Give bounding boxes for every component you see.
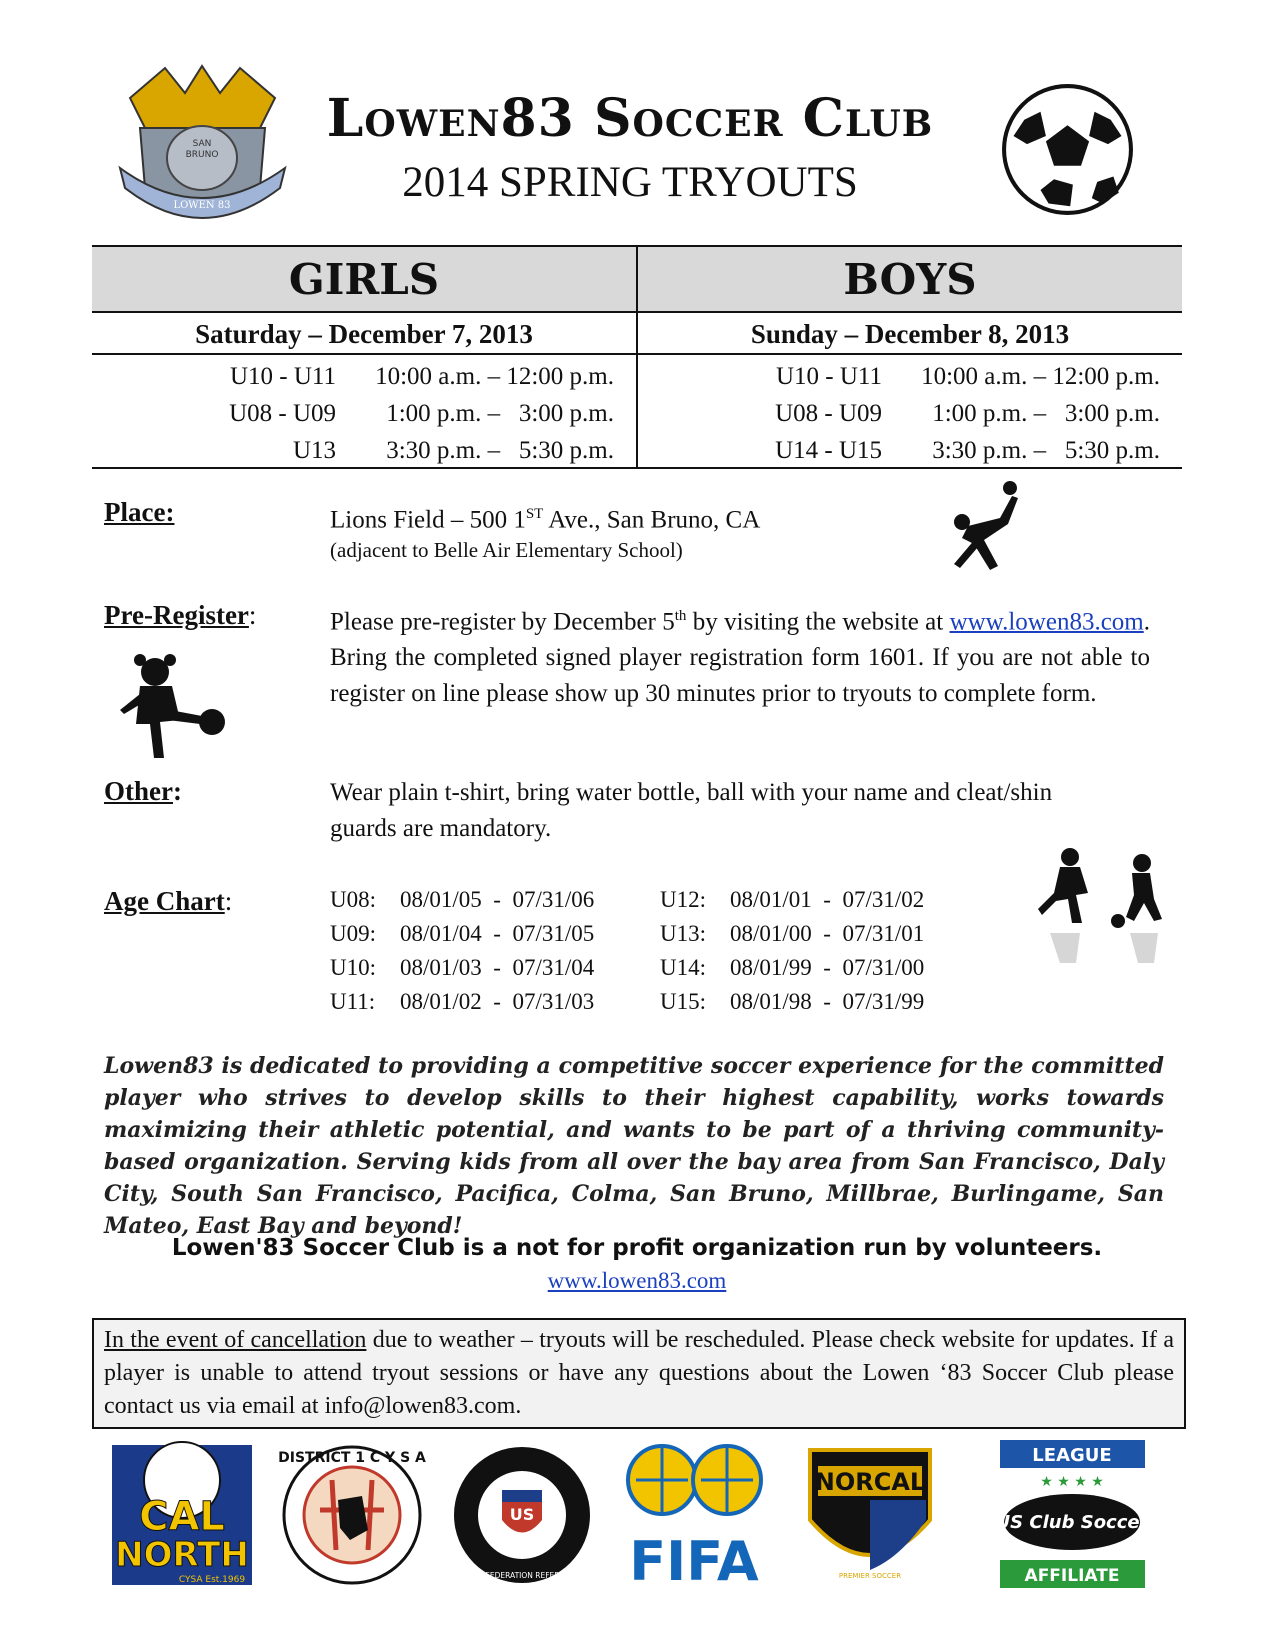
usclub-top: LEAGUE (1032, 1445, 1112, 1466)
usclub-mid: US Club Soccer (995, 1512, 1149, 1533)
boys-column (638, 247, 1182, 467)
girl-kicking-ball-icon (110, 650, 230, 765)
soccer-ball-icon (1000, 82, 1135, 217)
cal-north-line2: NORTH (115, 1535, 249, 1575)
slot-time: 3:30 p.m. – 5:30 p.m. (386, 437, 614, 464)
place-address: Lions Field – 500 1ST Ave., San Bruno, CA (330, 506, 761, 534)
fifa-text: FIFA (629, 1530, 759, 1593)
age-chart-label: Age Chart: (104, 886, 233, 916)
slot-age: U10 - U11 (775, 363, 882, 390)
girls-slot (92, 359, 636, 396)
slot-time: 10:00 a.m. – 12:00 p.m. (375, 363, 614, 390)
usclub-bottom: AFFILIATE (1024, 1566, 1120, 1586)
club-title: Lowen83 Soccer Club (326, 88, 934, 149)
bicycle-kick-player-icon (940, 478, 1040, 578)
slot-age: U10 - U11 (229, 363, 336, 390)
slot-age: U13 (292, 437, 336, 464)
cancellation-text: due to weather – tryouts will be rescheduled. Please check website for updates. If a player is unable to attend tryout sessions or have any questions about the Lowen ‘83 Soccer Club please contact us via email at info@lowen83.com. (104, 1327, 1174, 1419)
ussf-referee-logo (434, 1440, 610, 1590)
boys-heading: BOYS (638, 247, 1182, 313)
other-text: Wear plain t-shirt, bring water bottle, ball with your name and cleat/shin guards are mandatory. (330, 779, 1053, 842)
slot-age: U14 - U15 (775, 437, 882, 464)
usclub-stars: ★ ★ ★ ★ (1040, 1474, 1104, 1490)
cancellation-notice (92, 1318, 1186, 1429)
cal-north-sub: CYSA Est.1969 (178, 1575, 246, 1585)
district-text: DISTRICT 1 C Y S A (278, 1450, 426, 1466)
boys-slot (638, 359, 1182, 396)
slot-age: U08 - U09 (775, 400, 882, 427)
us-club-soccer-logo (995, 1440, 1149, 1590)
slot-age: U08 - U09 (229, 400, 336, 427)
kids-playing-soccer-icon (1030, 845, 1175, 975)
girls-slot (92, 396, 636, 433)
age-chart-table (330, 887, 924, 1023)
boys-slot (638, 396, 1182, 433)
fifa-logo (622, 1440, 767, 1593)
crest-text-lowen: LOWEN 83 (173, 200, 231, 211)
norcal-logo (800, 1440, 940, 1590)
slot-time: 3:30 p.m. – 5:30 p.m. (932, 437, 1160, 464)
age-chart-row: U11: 08/01/02 - 07/31/03 U15: 08/01/98 - 07/31/99 (330, 989, 925, 1014)
ussf-text: U.S. SOCCER FEDERATION REFEREE PROGRAM (434, 1571, 610, 1580)
age-chart-row: U09: 08/01/04 - 07/31/05 U13: 08/01/00 - 07/31/01 (330, 921, 925, 946)
boys-slot (638, 433, 1182, 470)
crest-text-bruno: BRUNO (185, 150, 219, 160)
mission-statement: Lowen83 is dedicated to providing a competitive soccer experience for the committed player who strives to develop skills to their highest capability, works towards maximizing their athletic potential, and wants to be part of a thriving community-based organization. Serving kids from all over the bay area from San Francisco, Daly City, South San Francisco, Pacifica, Colma, San Bruno, Millbrae, Burlingame, San Mateo, East Bay and beyond! (104, 1053, 1164, 1239)
place-label: Place: (104, 497, 175, 527)
girls-slot (92, 433, 636, 470)
footer-website-link[interactable]: www.lowen83.com (547, 1268, 727, 1293)
preregister-text: Please pre-register by December 5th by visiting the website at www.lowen83.com. Bring the completed signed player registration form 1601. If you are not able to register on line please show up 30 minutes prior to tryouts to complete form. (330, 608, 1150, 708)
age-chart-row: U10: 08/01/03 - 07/31/04 U14: 08/01/99 - 07/31/00 (330, 955, 925, 980)
cancellation-lead: In the event of cancellation (104, 1327, 367, 1353)
slot-time: 10:00 a.m. – 12:00 p.m. (921, 363, 1160, 390)
district-1-cysa-logo (280, 1440, 425, 1590)
norcal-sub: PREMIER SOCCER (838, 1572, 902, 1580)
age-chart-row: U08: 08/01/05 - 07/31/06 U12: 08/01/01 - 07/31/02 (330, 887, 925, 912)
crest-text-san: SAN (192, 139, 212, 149)
girls-heading: GIRLS (92, 247, 636, 313)
cal-north-line1: CAL (139, 1494, 225, 1540)
other-label: Other: (104, 776, 182, 806)
nonprofit-statement: Lowen'83 Soccer Club is a not for profit organization run by volunteers. (171, 1235, 1103, 1261)
club-crest-logo (110, 58, 295, 238)
event-title: 2014 SPRING TRYOUTS (402, 159, 858, 206)
slot-time: 1:00 p.m. – 3:00 p.m. (932, 400, 1160, 427)
slot-time: 1:00 p.m. – 3:00 p.m. (386, 400, 614, 427)
website-link[interactable]: www.lowen83.com (949, 608, 1144, 636)
tryout-schedule-table (92, 245, 1182, 469)
preregister-label: Pre-Register: (104, 600, 257, 630)
norcal-text: NORCAL (814, 1468, 926, 1496)
girls-column (92, 247, 638, 467)
place-note: (adjacent to Belle Air Elementary School) (330, 538, 683, 562)
ussf-center: US (509, 1505, 535, 1524)
footer-website (92, 1268, 1182, 1294)
girls-date: Saturday – December 7, 2013 (92, 313, 636, 355)
cal-north-logo (112, 1440, 252, 1590)
boys-date: Sunday – December 8, 2013 (638, 313, 1182, 355)
